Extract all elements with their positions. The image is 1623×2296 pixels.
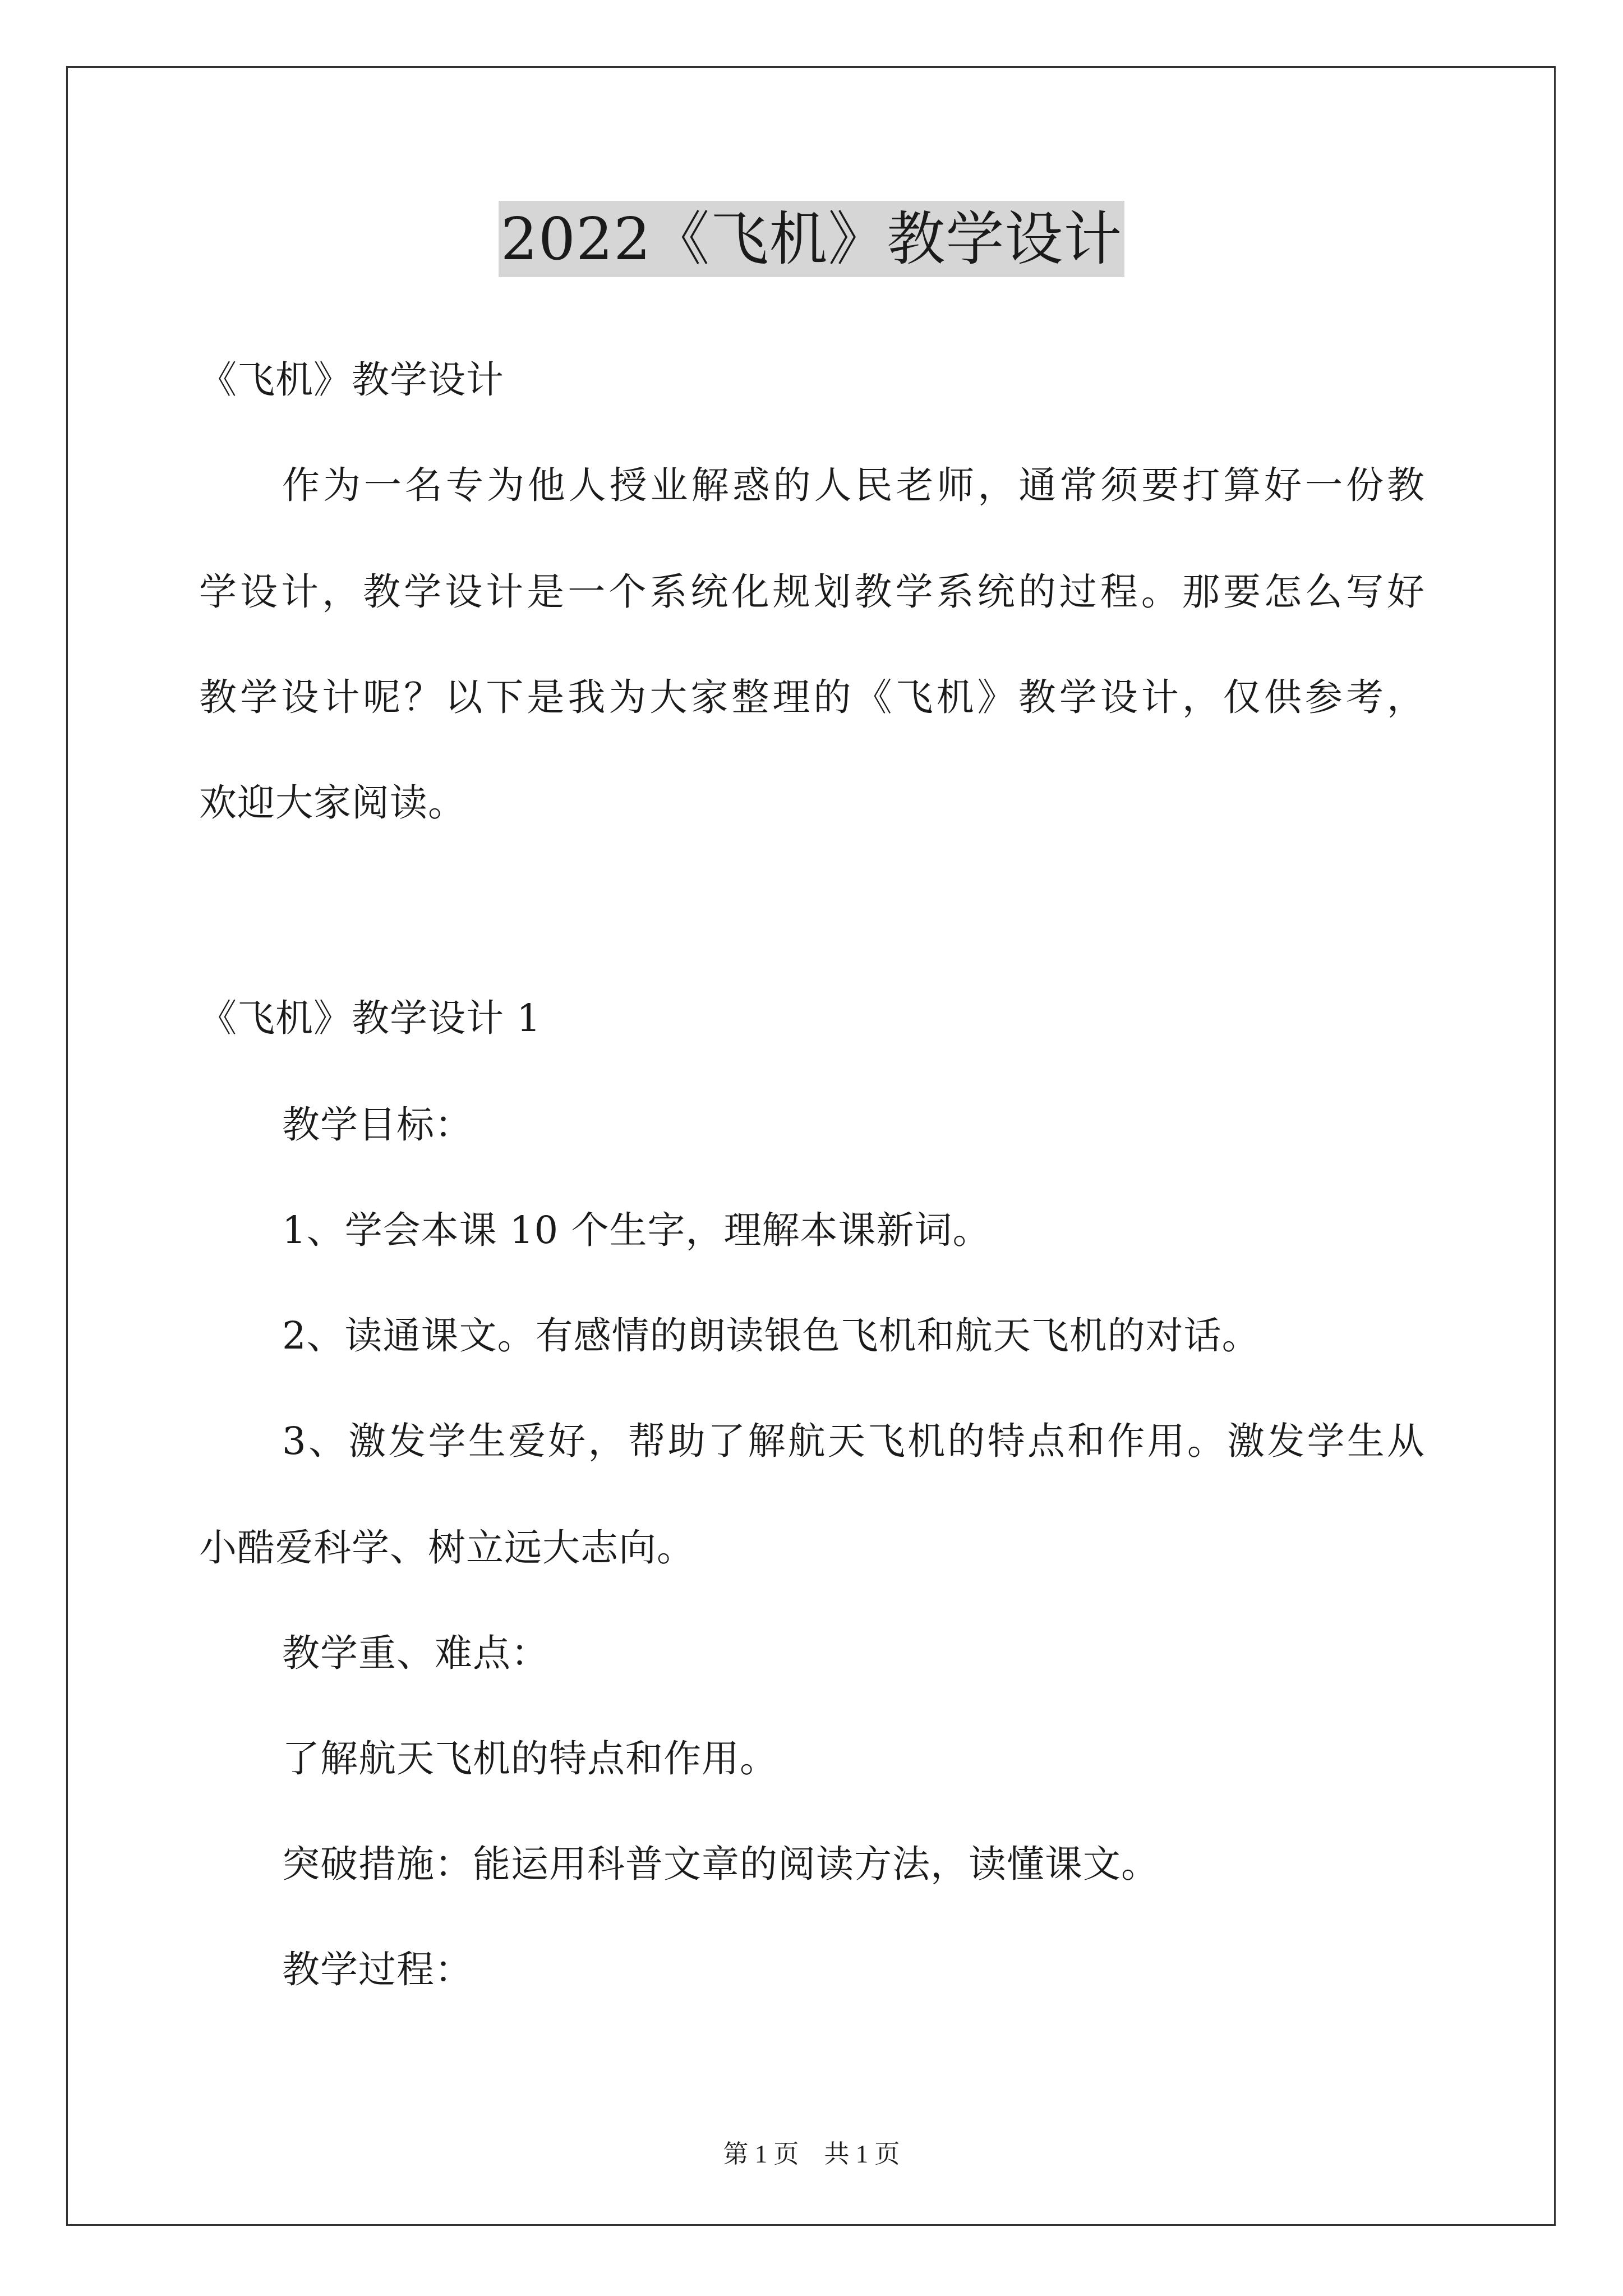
section-heading: 《飞机》教学设计 1 xyxy=(199,996,541,1040)
breakthrough-measures: 突破措施：能运用科普文章的阅读方法，读懂课文。 xyxy=(282,1842,1159,1886)
goal-3-line-2: 小酷爱科学、树立远大志向。 xyxy=(199,1526,695,1570)
process-label: 教学过程： xyxy=(282,1948,473,1991)
key-points-label: 教学重、难点： xyxy=(282,1631,549,1675)
key-points-text: 了解航天飞机的特点和作用。 xyxy=(282,1737,778,1780)
title-container xyxy=(0,201,1623,277)
goal-1: 1、学会本课 10 个生字，理解本课新词。 xyxy=(282,1208,991,1252)
intro-line-3: 教学设计呢？以下是我为大家整理的《飞机》教学设计，仅供参考， xyxy=(199,675,1425,719)
intro-line-2: 学设计，教学设计是一个系统化规划教学系统的过程。那要怎么写好 xyxy=(199,570,1425,614)
intro-line-4: 欢迎大家阅读。 xyxy=(199,781,466,825)
document-subtitle: 《飞机》教学设计 xyxy=(199,358,504,402)
document-title: 2022《飞机》教学设计 xyxy=(499,201,1125,277)
goals-label: 教学目标： xyxy=(282,1103,473,1147)
page-number: 第 1 页 xyxy=(723,2140,799,2168)
goal-2: 2、读通课文。有感情的朗读银色飞机和航天飞机的对话。 xyxy=(282,1314,1260,1358)
goal-3-line-1: 3、激发学生爱好，帮助了解航天飞机的特点和作用。激发学生从 xyxy=(282,1419,1425,1463)
page-total: 共 1 页 xyxy=(824,2140,900,2168)
page-footer xyxy=(0,2137,1623,2171)
intro-line-1: 作为一名专为他人授业解惑的人民老师，通常须要打算好一份教 xyxy=(282,463,1425,507)
